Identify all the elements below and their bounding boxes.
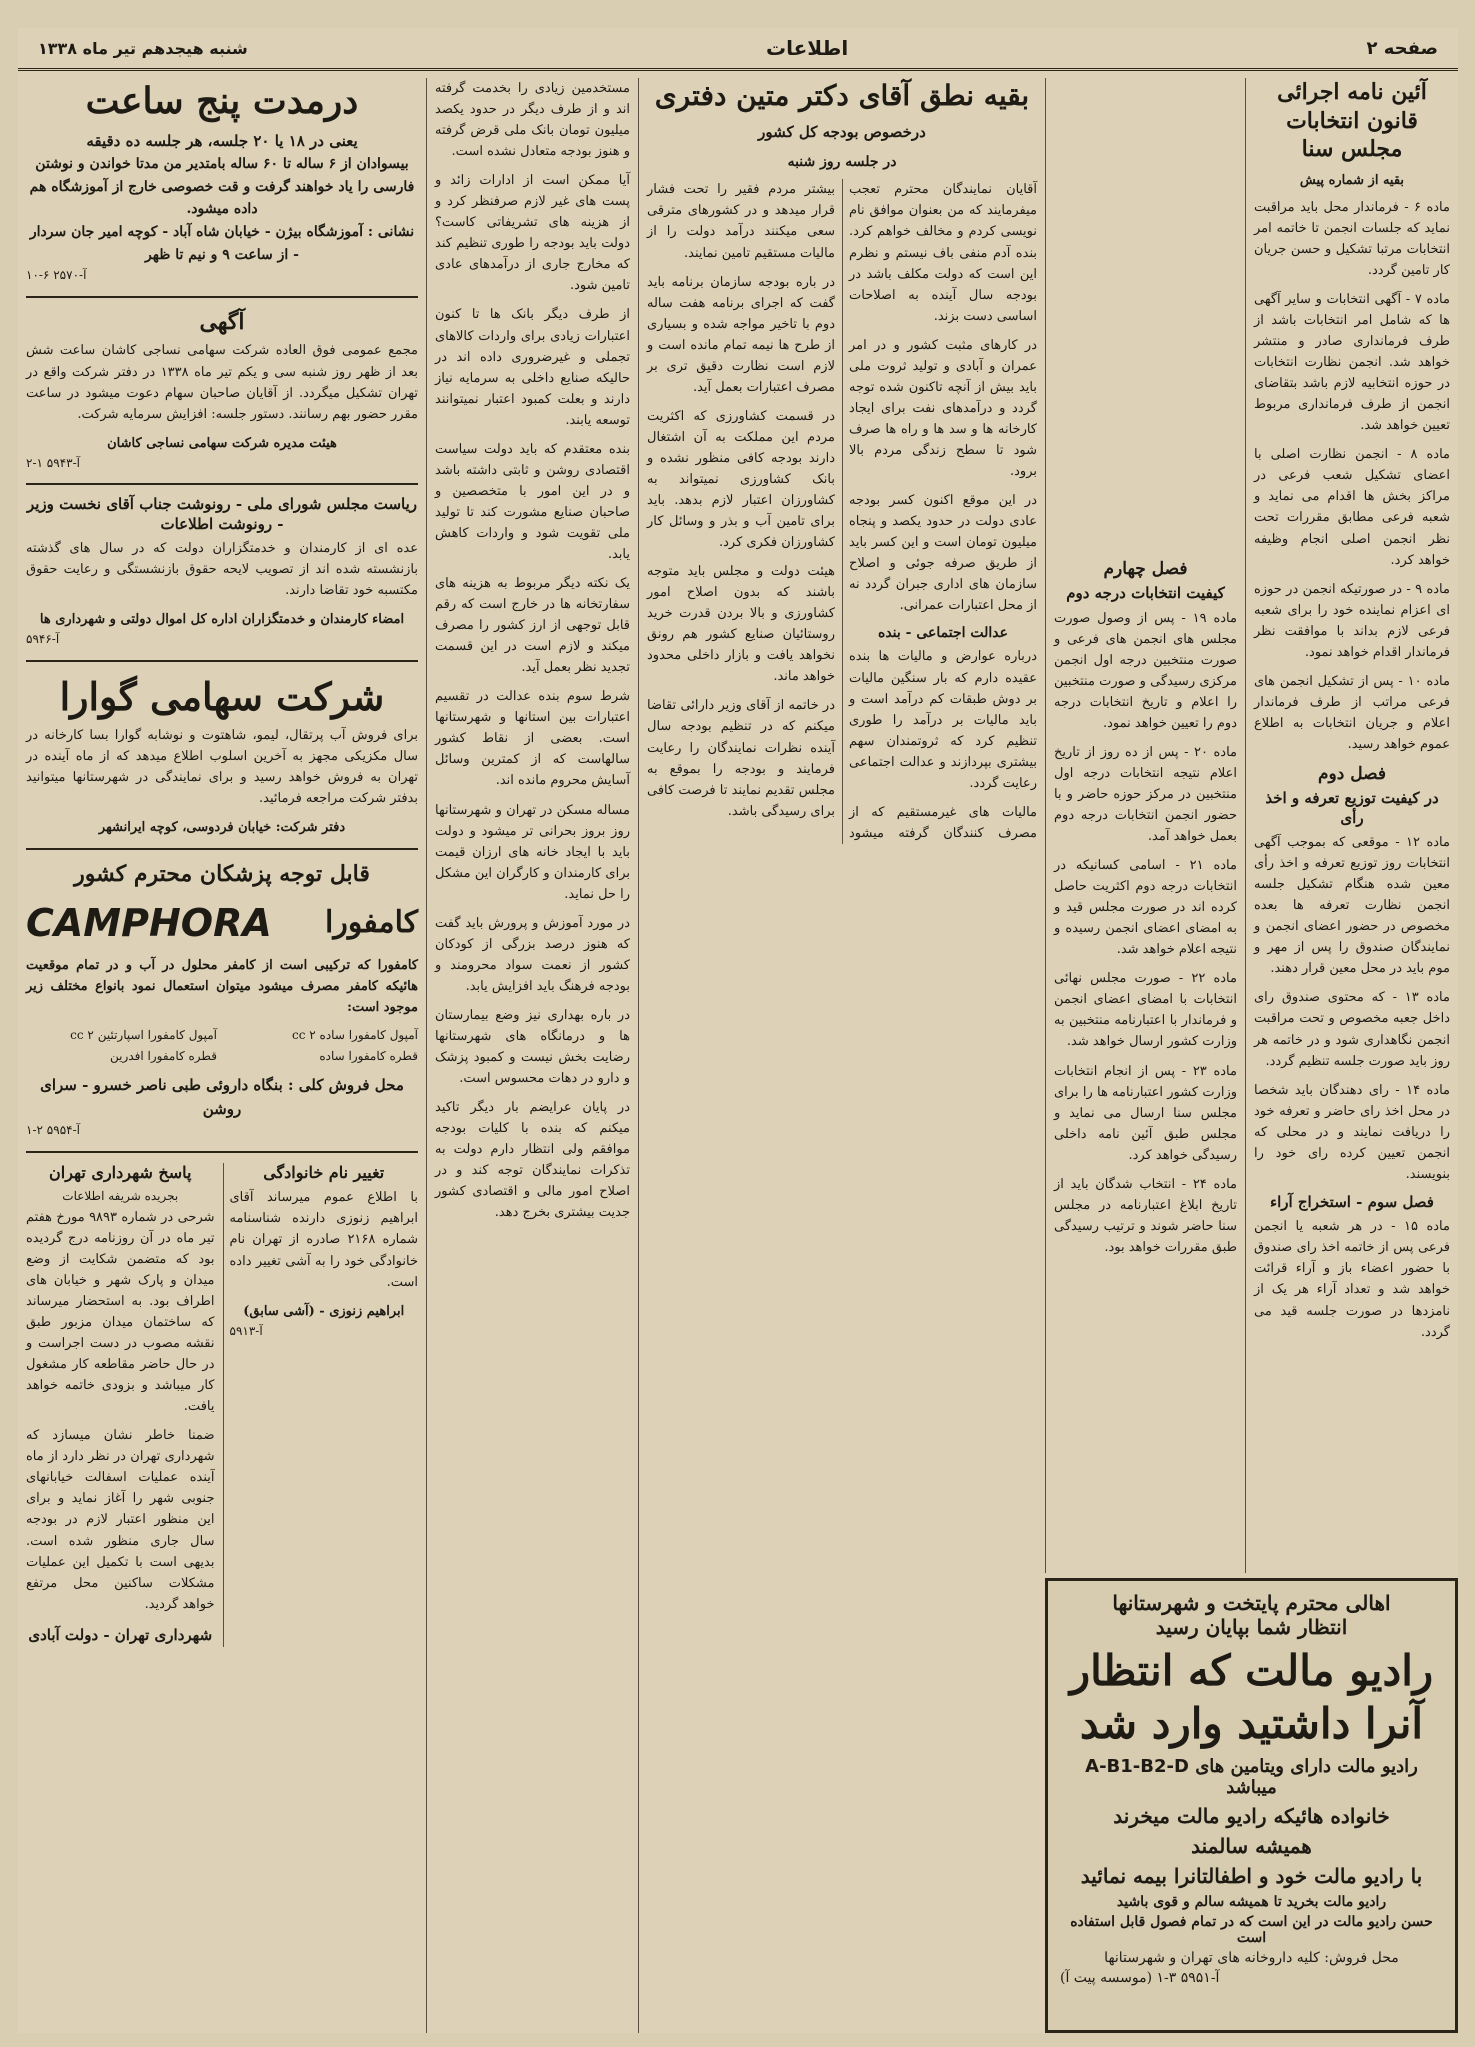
paragraph: ماده ۱۳ - که محتوی صندوق رای داخل جعبه مخصوص و تحت مراقبت انجمن نگاهداری شود و در خاتمه هر روز باید صورت جلسه تنظیم گردد.: [1254, 990, 1450, 1069]
ad-line: میباشد: [1226, 1777, 1277, 1798]
ad-shareholders-meeting: [26, 308, 418, 473]
brand-latin: CAMPHORA: [26, 901, 272, 945]
ad-line: حسن رادیو مالت در این است که در تمام فصول قابل استفاده است: [1070, 1914, 1433, 1946]
ad-municipality-reply: [26, 1163, 215, 1647]
brand-persian: کامفورا: [325, 905, 418, 941]
ad-title: شرکت سهامی گوارا: [59, 673, 385, 719]
paragraph: ماده ۲۰ - پس از ده روز از تاریخ اعلام نتیجه انتخابات درجه اول منتخبین در مرکز حوزه حاضر و با حضور انجمن انتخابات درجه دوم بعمل خواهد آمد.: [1054, 744, 1237, 845]
ad-subtitle: بجریده شریفه اطلاعات: [62, 1189, 179, 1204]
issue-date: شنبه هیجدهم تیر ماه ۱۳۳۸: [38, 38, 248, 58]
ad-line: بیسوادان از ۶ ساله تا ۶۰ ساله بامتدیر من مدتا خواندن و نوشتن فارسی را یاد خواهند گرفت و قت خصوصی خارج از آموزشگاه هم داده میشود.: [29, 156, 415, 218]
paragraph: در باره بودجه سازمان برنامه باید گفت که اجرای برنامه هفت ساله دوم با تاخیر مواجه شده و بسیاری از طرح ها نیمه تمام مانده است و لازم است نظارت دقیق تری بر مصرف اعتبارات بعمل آید.: [647, 274, 835, 395]
paragraph: ماده ۲۳ - پس از انجام انتخابات وزارت کشور اعتبارنامه ها را برای مجلس سنا ارسال می نماید و مجلس طبق آئین نامه داخلی رسیدگی خواهد کرد.: [1054, 1063, 1237, 1163]
paragraph: ماده ۸ - انجمن نظارت اصلی با اعضای تشکیل شعب فرعی در مراکز بخش ها اقدام می نماید و شعبه فرعی مطابق مقررات تحت نظر انجمن اصلی انجام وظیفه خواهد کرد.: [1254, 447, 1450, 568]
ad-ref: آ-۵۹۴۶: [26, 632, 60, 647]
paragraph: ماده ۱۵ - در هر شعبه یا انجمن فرعی پس از خاتمه اخذ رای صندوق با حضور اعضاء باز و آراء قرائت خواهد شد و تعداد آراء هر یک از نامزدها در صورت جلسه قید می گردد.: [1254, 1219, 1450, 1340]
paragraph: بنده معتقدم که باید دولت سیاست اقتصادی روشن و ثابتی داشته باشد و در این امور با متخصصین و صاحبان صنایع مشورت کند تا تولید ملی تقویت شود و واردات کاهش یابد.: [435, 441, 630, 562]
paragraph: ماده ۲۱ - اسامی کسانیکه در انتخابات درجه دوم اکثریت حاصل کرده اند در صورت مجلس قید و به امضای اعضای انجمن رسیده و نتیجه اعلام خواهد شد.: [1054, 858, 1237, 958]
ad-signature: ابراهیم زنوزی - (آشی سابق): [243, 1303, 405, 1319]
product-item: قطره کامفورا ساده: [319, 1049, 418, 1064]
paragraph: ماده ۱۲ - موقعی که بموجب آگهی انتخابات روز توزیع تعرفه و اخذ رأی معین شده هنگام تشکیل جلسه انجمن نظارت تعرفه ها بعده مخصوص در حضور اعضای انجمن و نمایندگان صندوق را پس از مهر و موم باید در محل معین قرار دهند.: [1254, 835, 1450, 977]
ad-title: ریاست مجلس شورای ملی - رونوشت جناب آقای نخست وزیر - رونوشت اطلاعات: [26, 495, 418, 533]
subheading: عدالت اجتماعی - بنده: [878, 625, 1008, 642]
paragraph: در مورد آموزش و پرورش باید گفت که هنوز درصد بزرگی از کودکان کشور از نعمت سواد محرومند و بودجه فرهنگ باید افزایش یابد.: [435, 915, 630, 994]
ad-signature: هیئت مدیره شرکت سهامی نساجی کاشان: [107, 435, 337, 451]
paragraph: یک نکته دیگر مربوط به هزینه های سفارتخانه ها در خارج است که رقم قابل توجهی از ارز کشور را مصرف میکند و لازم است در این قسمت تجدید نظر بعمل آید.: [435, 576, 630, 676]
ad-literacy: [26, 78, 418, 286]
masthead: [18, 28, 1458, 71]
ad-line: محل فروش: کلیه داروخانه های تهران و شهرستانها: [1104, 1950, 1399, 1966]
speech-subtitle: درخصوص بودجه کل کشور: [758, 123, 926, 142]
ad-gavara: [26, 672, 418, 839]
paragraph: ماده ۲۴ - انتخاب شدگان باید از تاریخ ابلاغ اعتبارنامه در مجلس سنا حاضر شوند و ترتیب رسیدگی طبق مقررات خواهد بود.: [1054, 1176, 1237, 1255]
column-chapter-four: [1045, 78, 1245, 1573]
ad-petition: [26, 495, 418, 650]
ad-camphora: [26, 860, 418, 1140]
ad-line: خانواده هائیکه رادیو مالت میخرند: [1113, 1804, 1390, 1828]
ad-signature: امضاء کارمندان و خدمتگزاران اداره کل اموال دولتی و شهرداری ها: [39, 612, 405, 628]
ad-body: برای فروش آب پرتقال، لیمو، شاهتوت و نوشابه گوارا بسا کارخانه در سال مکزیکی مجهز به آخرین اسلوب اطلاع میدهد که از ماه آینده در تهران به فروش خواهد رسید و برای نمایندگی در شهرستانها میتوانید بدفتر شرکت مراجعه فرمائید.: [26, 728, 418, 807]
paragraph: در پایان عرایضم بار دیگر تاکید میکنم که بنده با کلیات بودجه موافقم ولی انتظار دارم دولت به تذکرات نمایندگان توجه کند و در اصلاح امور مالی و اقتصادی کشور جدیت بیشتری بخرج دهد.: [435, 1100, 630, 1221]
ad-body: با اطلاع عموم میرساند آقای ابراهیم زنوزی دارنده شناسنامه شماره ۲۱۶۸ صادره از تهران نام خانوادگی خود را به آشی تغییر داده است.: [229, 1190, 418, 1290]
section-subtitle: در کیفیت توزیع تعرفه و اخذ رأی: [1265, 789, 1439, 827]
paragraph: ماده ۱۴ - رای دهندگان باید شخصا در محل اخذ رای حاضر و تعرفه خود را دریافت نمایند و در محلی که انجمن تعیین کرده رای خود را بنویسند.: [1254, 1082, 1450, 1182]
ad-title: درمدت پنج ساعت: [85, 80, 359, 122]
paragraph: مالیات های غیرمستقیم که از مصرف کنندگان گرفته میشود بیشتر مردم فقیر را تحت فشار قرار میدهد و در کشورهای مترقی سعی میکنند درآمد دولت را از مالیات مستقیم تامین نمایند.: [647, 182, 1037, 841]
ad-body: عده ای از کارمندان و خدمتگزاران دولت که در سال های گذشته بازنشسته شده اند از تصویب لایحه حقوق بازنشستگی و رعایت حقوق مکتسبه خود تقاضا دارند.: [26, 541, 418, 599]
speech-session: در جلسه روز شنبه: [787, 153, 897, 170]
paragraph: در خاتمه از آقای وزیر دارائی تقاضا میکنم که در تنظیم بودجه سال آینده نظرات نمایندگان را رعایت فرمایند و بودجه را بموقع به مجلس تقدیم نمایند تا فرصت کافی برای رسیدگی باشد.: [647, 698, 835, 819]
paragraph: مستخدمین زیادی را بخدمت گرفته اند و از طرف دیگر در حدود یکصد میلیون تومان بانک ملی قرض گرفته و هنوز بودجه متعادل نشده است.: [435, 81, 630, 160]
ad-body: کامفورا که ترکیبی است از کامفر محلول در آب و در تمام موقعیت هائیکه کامفر مصرف میشود میتوان استعمال نمود بانواع مختلف زیر موجود است:: [26, 957, 418, 1015]
ad-body: مجمع عمومی فوق العاده شرکت سهامی نساجی کاشان ساعت شش بعد از ظهر روز شنبه سی و یکم تیر ماه ۱۳۳۸ در دفتر شرکت واقع در تهران تشکیل میگردد. از آقایان صاحبان سهام دعوت میشود در ساعت مقرر حضور بهم رسانند. دستور جلسه: افزایش سرمایه شرکت.: [26, 343, 418, 422]
ad-ref: آ-۵۹۱۳: [229, 1323, 263, 1338]
paragraph: ماده ۱۹ - پس از وصول صورت مجلس های انجمن های فرعی و صورت منتخبین درجه اول انجمن مرکزی رسیدگی و صورت منتخبین را اعلام و تاریخ انتخابات درجه دوم را تعیین خواهد نمود.: [1054, 610, 1237, 731]
ad-title: تغییر نام خانوادگی: [263, 1162, 385, 1182]
paragraph: در باره بهداری نیز وضع بیمارستان ها و درمانگاه های شهرستانها رضایت بخش نیست و کمبود پزشک و دارو در دهات محسوس است.: [435, 1007, 630, 1087]
column-speech: [638, 78, 1045, 2033]
column-advertisements: [18, 78, 426, 2033]
ad-ref: آ-۵۹۴۳ ۱-۲: [26, 455, 80, 470]
ad-headline: رادیو مالت که انتظار: [1069, 1646, 1434, 1695]
ad-ref: آ-۵۹۵۱ ۳-۱ (موسسه پیت آ): [1060, 1970, 1220, 1986]
chapter-subtitle: کیفیت انتخابات درجه دوم: [1066, 584, 1225, 603]
paragraph: آقایان نمایندگان محترم تعجب میفرمایند که من بعنوان موافق نام نویسی کردم و مخالف خواهم کرد. بنده آدم منفی باف نیستم و نظرم این است که دولت مکلف باشد در بودجه سال آینده به اصلاحات اساسی دست بزند.: [849, 182, 1037, 324]
ad-title: آگهی: [199, 308, 245, 335]
paragraph: در این موقع اکنون کسر بودجه عادی دولت در حدود یکصد و پنجاه میلیون تومان است و این کسر باید از طریق صرفه جوئی و اصلاح سازمان های اداری جبران گردد نه از محل اعتبارات عمرانی.: [849, 493, 1037, 614]
ad-ref: آ-۵۹۵۴ ۲-۱: [26, 1123, 80, 1138]
ad-name-change: [223, 1163, 419, 1647]
column-election-regulations: [1245, 78, 1458, 1573]
ad-radio-malt: [1045, 1578, 1458, 2033]
paragraph: آیا ممکن است از ادارات زائد و پست های غیر لازم صرفنظر کرد و از هزینه های تشریفاتی کاست؟ دولت باید بودجه را طوری تنظیم کند که مخارج جاری از درآمدهای عادی تامین شود.: [435, 173, 630, 294]
ad-line: یعنی در ۱۸ یا ۲۰ جلسه، هر جلسه ده دقیقه: [86, 131, 358, 150]
product-item: آمپول کامفورا اسپارتئین ۲ cc: [70, 1027, 217, 1042]
column-speech-continued: [426, 78, 638, 2033]
ad-line: رادیو مالت دارای ویتامین های: [1195, 1756, 1418, 1777]
ad-line: انتظار شما بپایان رسید: [1155, 1615, 1348, 1639]
paragraph: ماده ۶ - فرماندار محل باید مراقبت نماید که جلسات انجمن تا خاتمه امر انتخابات مرتبا تشکیل و حسن جریان کار تامین گردد.: [1254, 199, 1450, 278]
page-number: صفحه ۲: [1366, 37, 1438, 59]
paragraph: ماده ۷ - آگهی انتخابات و سایر آگهی ها که شامل امر انتخابات باشد از طرف فرمانداری صادر و منتشر خواهد شد. انجمن نظارت انتخابات در حوزه انتخابیه لازم باشد بتقاضای انجمن از طرف فرمانداری مربوط تعیین خواهد شد.: [1254, 292, 1450, 434]
ad-body: ضمنا خاطر نشان میسازد که شهرداری تهران در نظر دارد از ماه آینده عملیات اسفالت خیابانهای جنوبی شهر را آغاز نماید و برای این منظور اعتبار لازم در بودجه سال جاری منظور شده است. بدیهی است با تکمیل این عملیات مشکلات ساکنین محل مرتفع خواهد گردید.: [26, 1428, 215, 1612]
ad-signature: شهرداری تهران - دولت آبادی: [28, 1625, 213, 1644]
section-title: فصل دوم: [1318, 764, 1386, 784]
vitamin-codes: A-B1-B2-D: [1085, 1756, 1189, 1777]
paragraph: مساله مسکن در تهران و شهرستانها روز بروز بحرانی تر میشود و دولت باید با ایجاد خانه های ارزان قیمت برای کارمندان و کارگران این مشکل را حل نماید.: [435, 802, 630, 902]
paragraph: از طرف دیگر بانک ها تا کنون اعتبارات زیادی برای واردات کالاهای تجملی و غیرضروری داده اند در حالیکه صنایع داخلی به سرمایه نیاز دارند و بعلت کمبود اعتبار نمیتوانند توسعه یابند.: [435, 307, 630, 428]
ad-line: همیشه سالمند: [1191, 1834, 1312, 1858]
paragraph: شرط سوم بنده عدالت در تقسیم اعتبارات بین استانها و شهرستانها است. بعضی از نقاط کشور سالهاست که از کمترین وسائل آسایش محروم مانده اند.: [435, 689, 630, 789]
ad-headline: آنرا داشتید وارد شد: [1079, 1698, 1424, 1748]
paragraph: ماده ۲۲ - صورت مجلس نهائی انتخابات با امضای اعضای انجمن و فرماندار با اعتبارنامه منتخبین به وزارت کشور ارسال خواهد شد.: [1054, 971, 1237, 1050]
product-item: آمپول کامفورا ساده ۲ cc: [291, 1027, 418, 1042]
paragraph: در کارهای مثبت کشور و در امر عمران و آبادی و تولید ثروت ملی باید بیش از آنچه تاکنون شده توجه گردد و درآمدهای نفت برای ایجاد کارخانه ها و سد ها و راه ها صرف شود تا سطح زندگی مردم بالا برود.: [849, 337, 1037, 479]
ad-distributor: محل فروش کلی : بنگاه داروئی طبی ناصر خسرو - سرای روشن: [40, 1075, 404, 1118]
section-title: فصل سوم - استخراج آراء: [1270, 1192, 1434, 1211]
ad-line: رادیو مالت بخرید تا همیشه سالم و قوی باشید: [1116, 1894, 1387, 1910]
paragraph: ماده ۱۰ - پس از تشکیل انجمن های فرعی مراتب از طرف فرماندار اعلام و جریان انتخابات به اطلاع عموم خواهد رسید.: [1254, 673, 1450, 752]
paragraph: در قسمت کشاورزی که اکثریت مردم این مملکت به آن اشتغال دارند بودجه کافی منظور نشده و بانک کشاورزی نمیتواند به کشاورزان اعتبار لازم بدهد. باید برای تامین آب و بذر و وسائل کار کشاورزان فکری کرد.: [647, 408, 835, 551]
newspaper-page: [18, 28, 1458, 2033]
speech-title: بقیه نطق آقای دکتر متین دفتری: [654, 79, 1030, 112]
paragraph: درباره عوارض و مالیات ها بنده عقیده دارم که بار سنگین مالیات بر دوش طبقات کم درآمد است و باید مالیات بر درآمد را طوری تنظیم کرد که ثروتمندان سهم بیشتری بپردازند و عدالت اجتماعی رعایت گردد.: [849, 649, 1037, 791]
article-continued: بقیه از شماره پیش: [1299, 172, 1405, 188]
ad-title: پاسخ شهرداری تهران: [49, 1162, 192, 1182]
article-title: آئین نامه اجرائی قانون انتخابات مجلس سنا: [1277, 79, 1427, 163]
paper-name: اطلاعات: [766, 36, 849, 60]
ad-ref: آ-۲۵۷۰ ۶-۱۰: [26, 268, 87, 283]
ad-body: شرحی در شماره ۹۸۹۳ مورخ هفتم تیر ماه در آن روزنامه درج گردیده بود که متضمن شکایت از وضع میدان و پارک شهر و خیابان های اطراف بود. به استحضار میرساند که ساختمان میدان مزبور طبق نقشه مصوب در دست اجراست و در حال حاضر مقاطعه کار مشغول کار میباشد و بزودی خاتمه خواهد یافت.: [26, 1209, 215, 1415]
product-item: قطره کامفورا افدرین: [110, 1049, 217, 1064]
chapter-title: فصل چهارم: [1103, 559, 1188, 579]
ad-address: نشانی : آموزشگاه بیژن - خیابان شاه آباد - کوچه امیر جان سردار - از ساعت ۹ و نیم تا ظهر: [29, 224, 415, 263]
ad-title: قابل توجه پزشکان محترم کشور: [74, 861, 370, 888]
ad-address: دفتر شرکت: خیابان فردوسی، کوچه ایرانشهر: [98, 820, 346, 836]
ad-line: اهالی محترم پایتخت و شهرستانها: [1112, 1591, 1391, 1615]
paragraph: ماده ۹ - در صورتیکه انجمن در حوزه ای اعزام نماینده خود را برای شعبه فرعی لازم بداند با موافقت نظر فرماندار اقدام خواهد نمود.: [1254, 581, 1450, 660]
paragraph: هیئت دولت و مجلس باید متوجه باشند که بدون اصلاح امور کشاورزی و بالا بردن قدرت خرید روستائیان صنایع کشور هم رونق نخواهد یافت و بازار داخلی محدود خواهد ماند.: [647, 564, 835, 685]
ad-line: با رادیو مالت خود و اطفالتانرا بیمه نمائید: [1080, 1864, 1423, 1888]
